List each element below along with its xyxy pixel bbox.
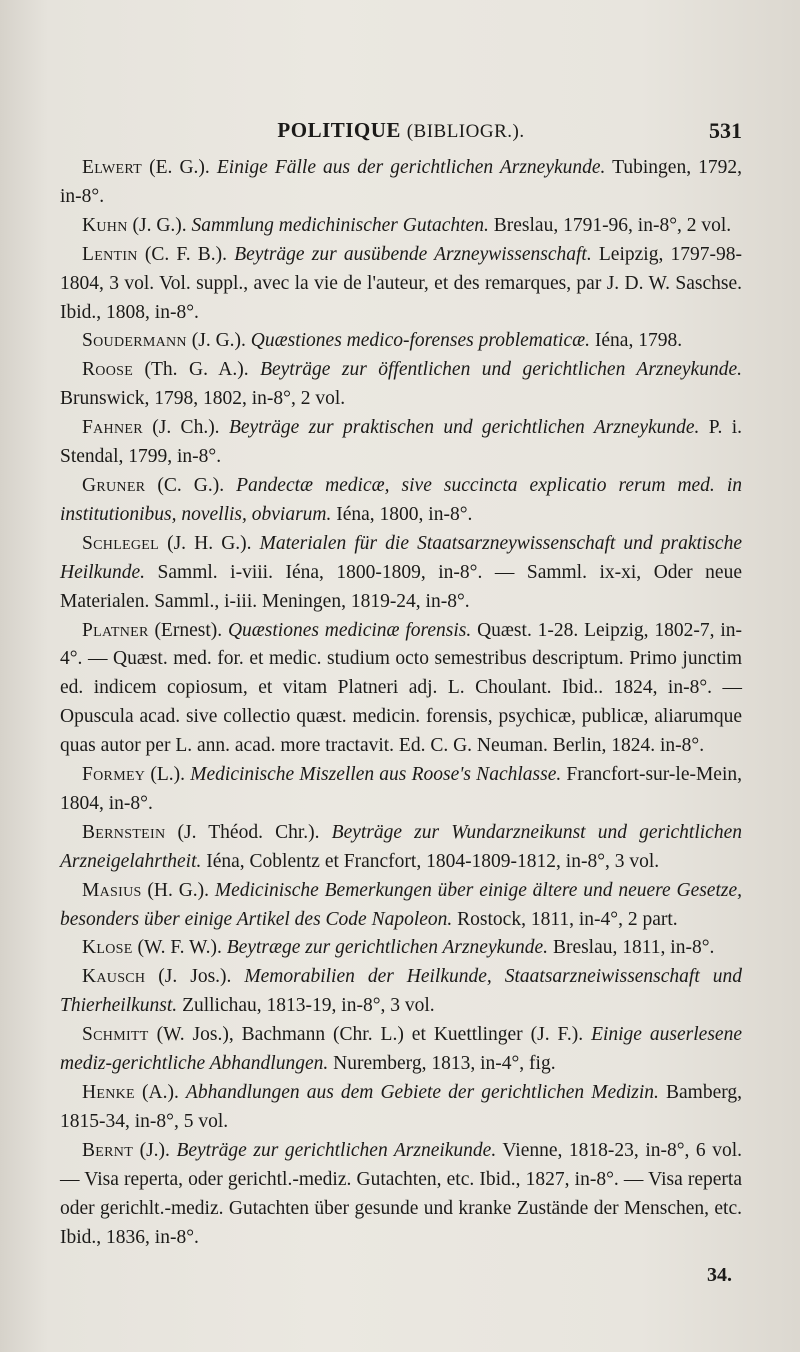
entry-title: Medicinische Miszellen aus Roose's Nachlasse.	[190, 764, 562, 786]
entry-title: Beyträge zur ausübende Arzneywissenschaft.	[234, 243, 592, 265]
entry-author: Schmitt	[82, 1024, 149, 1046]
entry-author: Roose	[82, 359, 134, 381]
entry-initials: (J. H. G.).	[159, 532, 260, 554]
entry-details: Brunswick, 1798, 1802, in-8°, 2 vol.	[60, 388, 346, 410]
entry-details: Rostock, 1811, in-4°, 2 part.	[452, 908, 678, 930]
entry-details: Bamberg, 1815-34, in-8°, 5 vol.	[60, 1082, 742, 1132]
entry-author: Kuhn	[82, 214, 128, 236]
entry-author: Lentin	[82, 243, 138, 265]
entry-author: Gruner	[82, 474, 146, 496]
running-title	[60, 118, 742, 143]
entry-details: Iéna, 1798.	[590, 330, 683, 352]
bibliography-entry	[60, 761, 742, 819]
bibliography-entry	[60, 1021, 742, 1079]
entry-initials: (W. Jos.), Bachmann (Chr. L.) et Kuettlinger (J. F.).	[148, 1024, 592, 1046]
bibliography-entry	[60, 472, 742, 530]
entry-initials: (J. Ch.).	[142, 417, 229, 439]
entry-initials: (J. G.).	[186, 330, 251, 352]
entry-title: Beyträge zur gerichtlichen Arzneikunde.	[176, 1139, 497, 1161]
entry-initials: (Th. G. A.).	[133, 359, 261, 381]
entry-title: Quæstiones medicinæ forensis.	[227, 619, 472, 641]
bibliography-entry	[60, 963, 742, 1021]
entry-details: P. i. Stendal, 1799, in-8°.	[60, 417, 743, 468]
entry-title: Abhandlungen aus dem Gebiete der gerichtlichen Medizin.	[185, 1082, 659, 1103]
entry-author: Formey	[82, 764, 146, 786]
entry-title: Beyträge zur öffentlichen und gerichtlichen Arzneykunde.	[260, 359, 742, 381]
entry-title: Memorabilien der Heilkunde, Staatsarzneiwissenschaft und Thierheilkunst.	[60, 966, 742, 1017]
entry-details: Quæst. 1-28. Leipzig, 1802-7, in-4°. — Quæst. med. for. et medic. studium octo semestribus descriptum. Primo junctim ed. indicem copiosum, et vitam Platneri adj. L. Choulant. Ibid.. 1824, in-8°. — Opuscula acad. sive collectio quæst. medicin. forensis, psychicæ, publicæ, aliarumque quas autor per L. ann. acad. more tractavit. Ed. C. G. Neuman. Berlin, 1824. in-8°.	[60, 619, 742, 757]
entry-author: Elwert	[82, 157, 143, 178]
entry-title: Materialen für die Staatsarzneywissenschaft und praktische Heilkunde.	[60, 532, 742, 583]
bibliography-entry	[60, 617, 742, 762]
entry-initials: (C. F. B.).	[137, 243, 235, 265]
bibliography-entry	[60, 1079, 742, 1137]
bibliography-entry	[60, 154, 742, 212]
entry-author: Bernt	[82, 1139, 134, 1161]
entry-details: Vienne, 1818-23, in-8°, 6 vol. — Visa reperta, oder gerichtl.-mediz. Gutachten, etc. Ibid., 1827, in-8°. — Visa reperta oder gerichlt.-mediz. Gutachten über gesunde und kranke Zustände der Menschen, etc. Ibid., 1836, in-8°.	[60, 1139, 743, 1248]
entry-title: Sammlung medichinischer Gutachten.	[191, 214, 489, 236]
entry-details: Leipzig, 1797-98-1804, 3 vol. Vol. suppl., avec la vie de l'auteur, et des remarques, par J. D. W. Saschse. Ibid., 1808, in-8°.	[60, 243, 742, 323]
running-title-main: POLITIQUE	[277, 118, 401, 142]
entry-author: Henke	[82, 1082, 135, 1103]
bibliography-list	[60, 154, 742, 1252]
entry-initials: (J.).	[133, 1139, 177, 1161]
entry-title: Einige Fälle aus der gerichtlichen Arzneykunde.	[216, 157, 606, 178]
entry-author: Klose	[82, 937, 133, 959]
entry-details: Breslau, 1791-96, in-8°, 2 vol.	[488, 214, 732, 236]
entry-initials: (C. G.).	[145, 474, 237, 496]
entry-initials: (L.).	[145, 764, 191, 786]
entry-details: Francfort-sur-le-Mein, 1804, in-8°.	[60, 764, 743, 814]
entry-details: Nuremberg, 1813, in-4°, fig.	[328, 1053, 556, 1075]
page-number: 531	[709, 118, 742, 143]
entry-initials: (E. G.).	[142, 157, 217, 178]
bibliography-entry	[60, 327, 742, 356]
entry-details: Tubingen, 1792, in-8°.	[60, 157, 743, 207]
bibliography-entry	[60, 414, 742, 472]
entry-details: Zullichau, 1813-19, in-8°, 3 vol.	[177, 995, 435, 1017]
entry-title: Pandectæ medicæ, sive succincta explicatio rerum med. in institutionibus, novellis, obviarum.	[60, 474, 742, 525]
bibliography-entry	[60, 356, 742, 414]
entry-author: Platner	[82, 619, 149, 641]
entry-details: Iéna, 1800, in-8°.	[331, 503, 473, 525]
entry-title: Beytræge zur gerichtlichen Arzneykunde.	[226, 937, 549, 959]
entry-initials: (Ernest).	[148, 619, 228, 641]
entry-author: Soudermann	[82, 330, 187, 352]
entry-details: Breslau, 1811, in-8°.	[548, 937, 715, 959]
bibliography-entry	[60, 241, 742, 328]
entry-title: Beyträge zur Wundarzneikunst und gerichtlichen Arzneigelahrtheit.	[60, 821, 742, 872]
entry-title: Quæstiones medico-forenses problematicæ.	[250, 330, 591, 352]
entry-author: Fahner	[82, 417, 143, 439]
bibliography-entry	[60, 877, 742, 935]
entry-author: Bernstein	[82, 821, 166, 843]
bibliography-entry	[60, 212, 742, 241]
entry-author: Schlegel	[82, 532, 160, 554]
entry-initials: (W. F. W.).	[132, 937, 227, 959]
bibliography-entry	[60, 934, 742, 963]
bibliography-entry	[60, 530, 742, 617]
entry-author: Masius	[82, 879, 142, 901]
bibliography-entry	[60, 819, 742, 877]
page-header	[60, 118, 742, 152]
entry-details: Samml. i-viii. Iéna, 1800-1809, in-8°. — Samml. ix-xi, Oder neue Materialen. Samml., i-iii. Meningen, 1819-24, in-8°.	[60, 561, 742, 612]
signature-mark: 34.	[707, 1264, 732, 1286]
entry-title: Beyträge zur praktischen und gerichtlichen Arzneykunde.	[228, 417, 700, 439]
entry-initials: (J. Théod. Chr.).	[165, 821, 332, 843]
entry-initials: (J. G.).	[127, 214, 192, 236]
entry-details: Iéna, Coblentz et Francfort, 1804-1809-1812, in-8°, 3 vol.	[201, 850, 660, 872]
entry-title: Medicinische Bemerkungen über einige ältere und neuere Gesetze, besonders über einige Artikel des Code Napoleon.	[60, 879, 743, 930]
entry-initials: (H. G.).	[141, 879, 215, 901]
bibliography-entry	[60, 1137, 742, 1253]
entry-initials: (J. Jos.).	[145, 966, 245, 988]
entry-initials: (A.).	[134, 1082, 186, 1103]
entry-author: Kausch	[82, 966, 146, 988]
running-title-sub: (BIBLIOGR.).	[406, 121, 525, 142]
entry-title: Einige auserlesene mediz-gerichtliche Abhandlungen.	[60, 1024, 742, 1075]
